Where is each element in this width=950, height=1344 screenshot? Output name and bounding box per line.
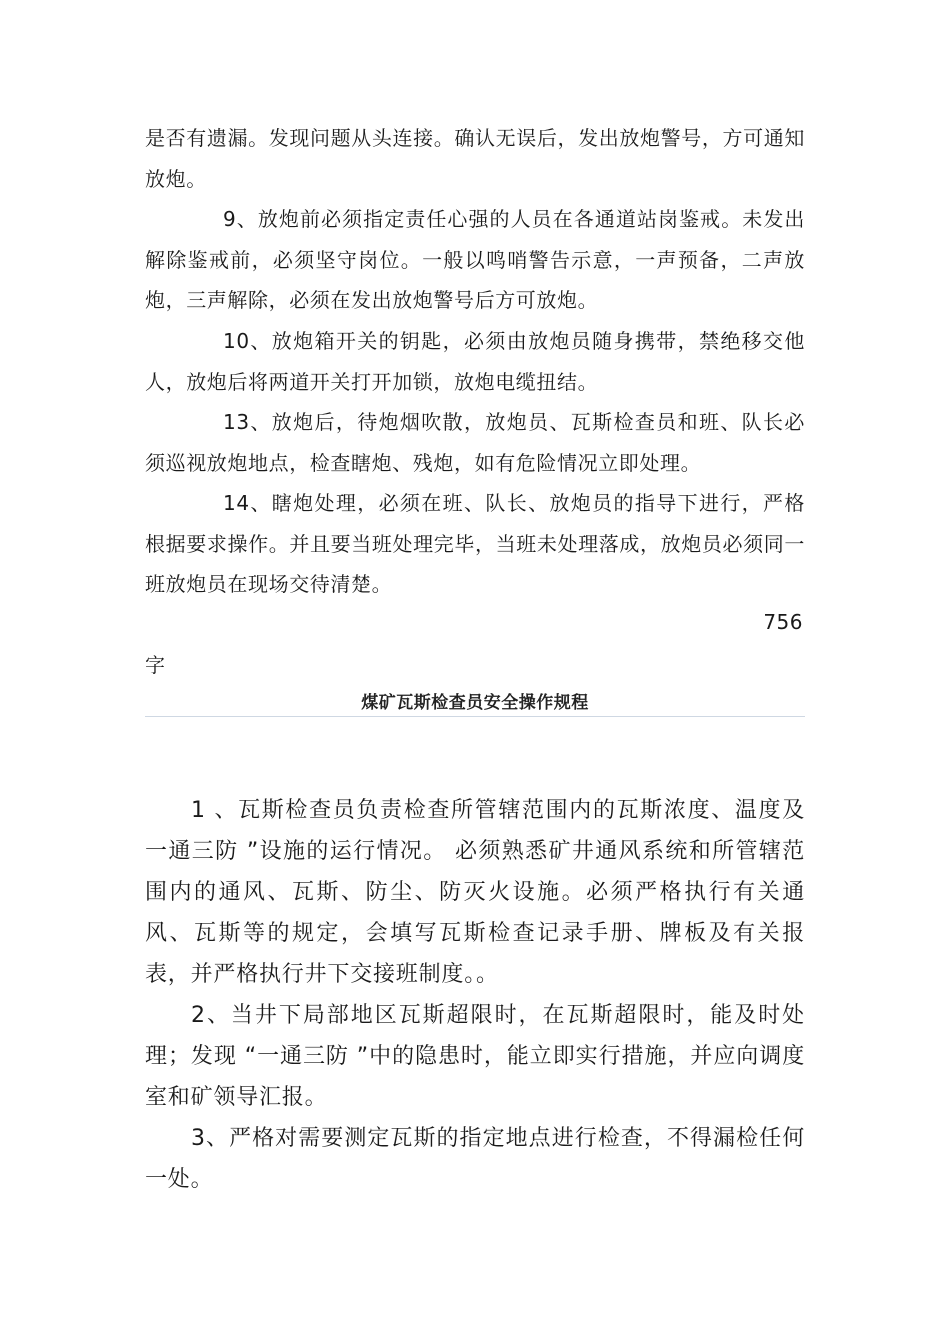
title-divider (145, 716, 805, 717)
paragraph-blasting-check: 是否有遗漏。发现问题从头连接。确认无误后，发出放炮警号，方可通知放炮。 (145, 126, 805, 191)
paragraph-rule-3: 3、严格对需要测定瓦斯的指定地点进行检查，不得漏检任何一处。 (145, 1126, 805, 1192)
paragraph-item-14: 14、瞎炮处理，必须在班、队长、放炮员的指导下进行，严格根据要求操作。并且要当班处理完毕，当班未处理落成，放炮员必须同一班放炮员在现场交待清楚。 (145, 491, 805, 596)
word-count-unit: 字 (145, 653, 165, 677)
word-count-number: 756 (763, 610, 803, 634)
paragraph-item-9: 9、放炮前必须指定责任心强的人员在各通道站岗鉴戒。未发出解除鉴戒前，必须坚守岗位。一般以鸣哨警告示意，一声预备，二声放炮，三声解除，必须在发出放炮警号后方可放炮。 (145, 207, 805, 312)
paragraph-item-10: 10、放炮箱开关的钥匙，必须由放炮员随身携带，禁绝移交他人，放炮后将两道开关打开加锁，放炮电缆扭结。 (145, 329, 805, 394)
section-title: 煤矿瓦斯检查员安全操作规程 (361, 693, 589, 713)
paragraph-item-13: 13、放炮后，待炮烟吹散，放炮员、瓦斯检查员和班、队长必须巡视放炮地点，检查瞎炮、残炮，如有危险情况立即处理。 (145, 410, 805, 475)
paragraph-rule-2: 2、当井下局部地区瓦斯超限时，在瓦斯超限时，能及时处理；发现 “一通三防 ”中的隐患时，能立即实行措施，并应向调度室和矿领导汇报。 (145, 1003, 805, 1110)
paragraph-rule-1: 1 、瓦斯检查员负责检查所管辖范围内的瓦斯浓度、温度及一通三防 ”设施的运行情况。 必须熟悉矿井通风系统和所管辖范围内的通风、瓦斯、防尘、防灭火设施。必须严格执行有关通风、瓦斯等的规定，会填写瓦斯检查记录手册、牌板及有关报表，并严格执行井下交接班制度。。 (145, 798, 805, 987)
